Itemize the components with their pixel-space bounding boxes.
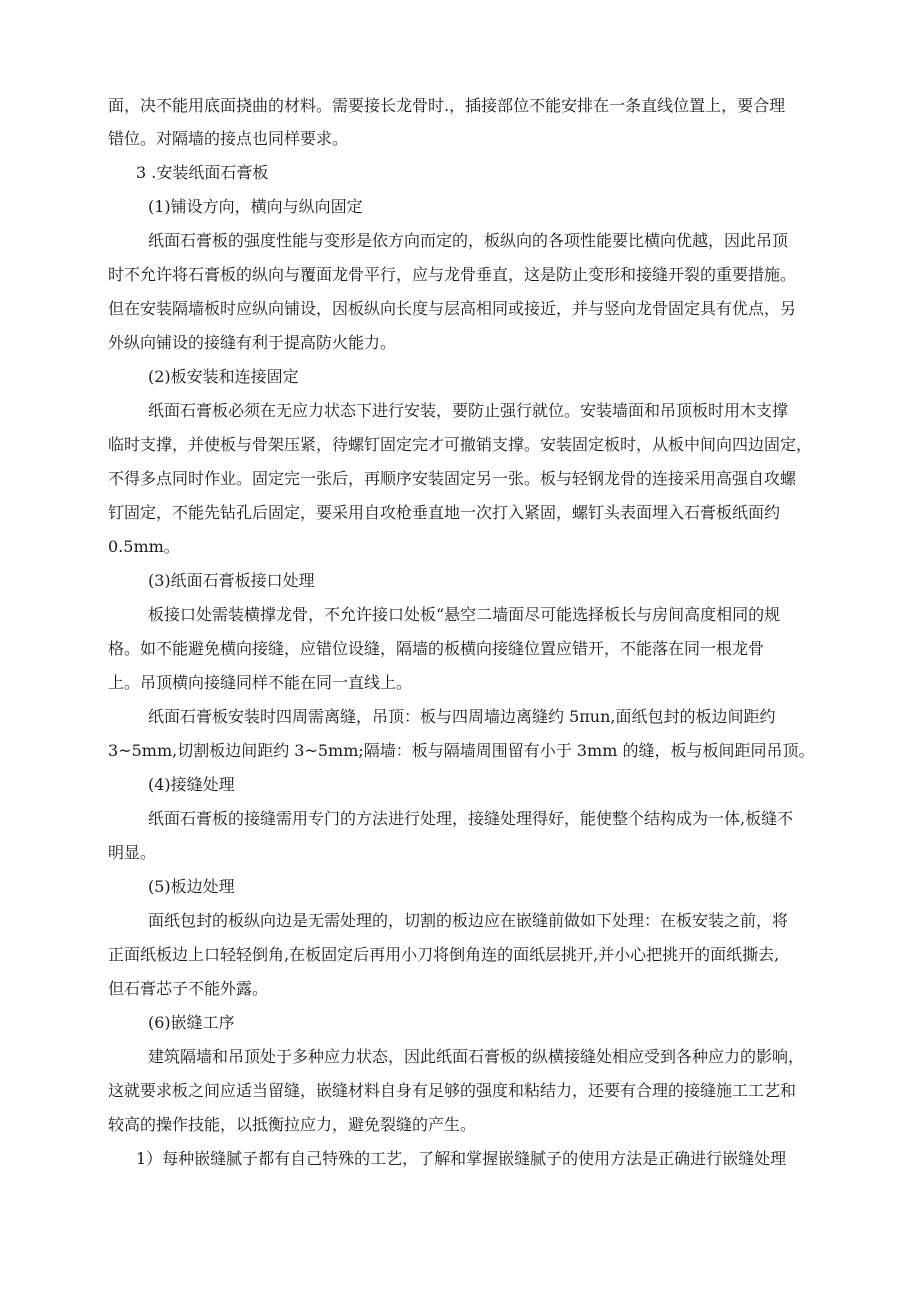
subsection-heading: (5)板边处理 [148,877,235,896]
text-line: 纸面石膏板必须在无应力状态下进行安装，要防止强行就位。安装墙面和吊顶板时用木支撑 [148,401,789,420]
list-item: 1）每种嵌缝腻子都有自己特殊的工艺，了解和掌握嵌缝腻子的使用方法是正确进行嵌缝处理 [136,1149,787,1168]
text-line: 外纵向铺设的接缝有利于提高防火能力。 [108,333,397,352]
text-line: 板接口处需装横撑龙骨，不允许接口处板“悬空二墙面尽可能选择板长与房间高度相同的规 [148,605,781,624]
text-line: 错位。对隔墙的接点也同样要求。 [108,129,349,148]
subsection-heading: (4)接缝处理 [148,775,235,794]
text-line: 0.5mm。 [108,537,180,556]
text-line: 面，决不能用底面挠曲的材料。需要接长龙骨时.，插接部位不能安排在一条直线位置上，要合理 [108,96,786,115]
text-line: 这就要求板之间应适当留缝，嵌缝材料自身有足够的强度和粘结力，还要有合理的接缝施工工艺和 [108,1081,797,1100]
text-line: 格。如不能避免横向接缝，应错位设缝，隔墙的板横向接缝位置应错开，不能落在同一根龙骨 [108,639,765,658]
text-line: 纸面石膏板的接缝需用专门的方法进行处理，接缝处理得好，能使整个结构成为一体,板缝不 [148,809,794,828]
text-line: 时不允许将石膏板的纵向与覆面龙骨平行，应与龙骨垂直，这是防止变形和接缝开裂的重要措施。 [108,265,797,284]
text-line: 纸面石膏板安装时四周需离缝，吊顶：板与四周墙边离缝约 5πun,面纸包封的板边间距约 [148,707,776,726]
subsection-heading: (2)板安装和连接固定 [148,367,299,386]
subsection-heading: (1)铺设方向，横向与纵向固定 [148,197,363,216]
text-line: 不得多点同时作业。固定完一张后，再顺序安装固定另一张。板与轻钢龙骨的连接采用高强自攻螺 [108,469,797,488]
text-line: 正面纸板边上口轻轻倒角,在板固定后再用小刀将倒角连的面纸层挑开,并小心把挑开的面纸撕去, [108,945,780,964]
section-heading: 3 .安装纸面石膏板 [136,163,269,182]
text-line: 较高的操作技能，以抵衡拉应力，避免裂缝的产生。 [108,1115,477,1134]
text-line: 明显。 [108,843,157,862]
text-line: 临时支撑，并使板与骨架压紧，待螺钉固定完才可撤销支撑。安装固定板时，从板中间向四边固定， [108,435,813,454]
text-line: 但石膏芯子不能外露。 [108,979,269,998]
text-line: 纸面石膏板的强度性能与变形是依方向而定的，板纵向的各项性能要比横向优越，因此吊顶 [148,231,789,250]
text-line: 3~5mm,切割板边间距约 3~5mm;隔墙：板与隔墙周围留有小于 3mm 的缝，板与板间距同吊顶。 [108,741,815,760]
text-line: 上。吊顶横向接缝同样不能在同一直线上。 [108,673,413,692]
text-line: 钉固定，不能先钻孔后固定，要采用自攻枪垂直地一次打入紧固，螺钉头表面埋入石膏板纸面约 [108,503,781,522]
text-line: 面纸包封的板纵向边是无需处理的，切割的板边应在嵌缝前做如下处理：在板安装之前，将 [148,911,789,930]
subsection-heading: (6)嵌缝工序 [148,1013,235,1032]
subsection-heading: (3)纸面石膏板接口处理 [148,571,315,590]
text-line: 建筑隔墙和吊顶处于多种应力状态，因此纸面石膏板的纵横接缝处相应受到各种应力的影响， [148,1047,805,1066]
text-line: 但在安装隔墙板时应纵向铺设，因板纵向长度与层高相同或接近，并与竖向龙骨固定具有优点，另 [108,299,797,318]
